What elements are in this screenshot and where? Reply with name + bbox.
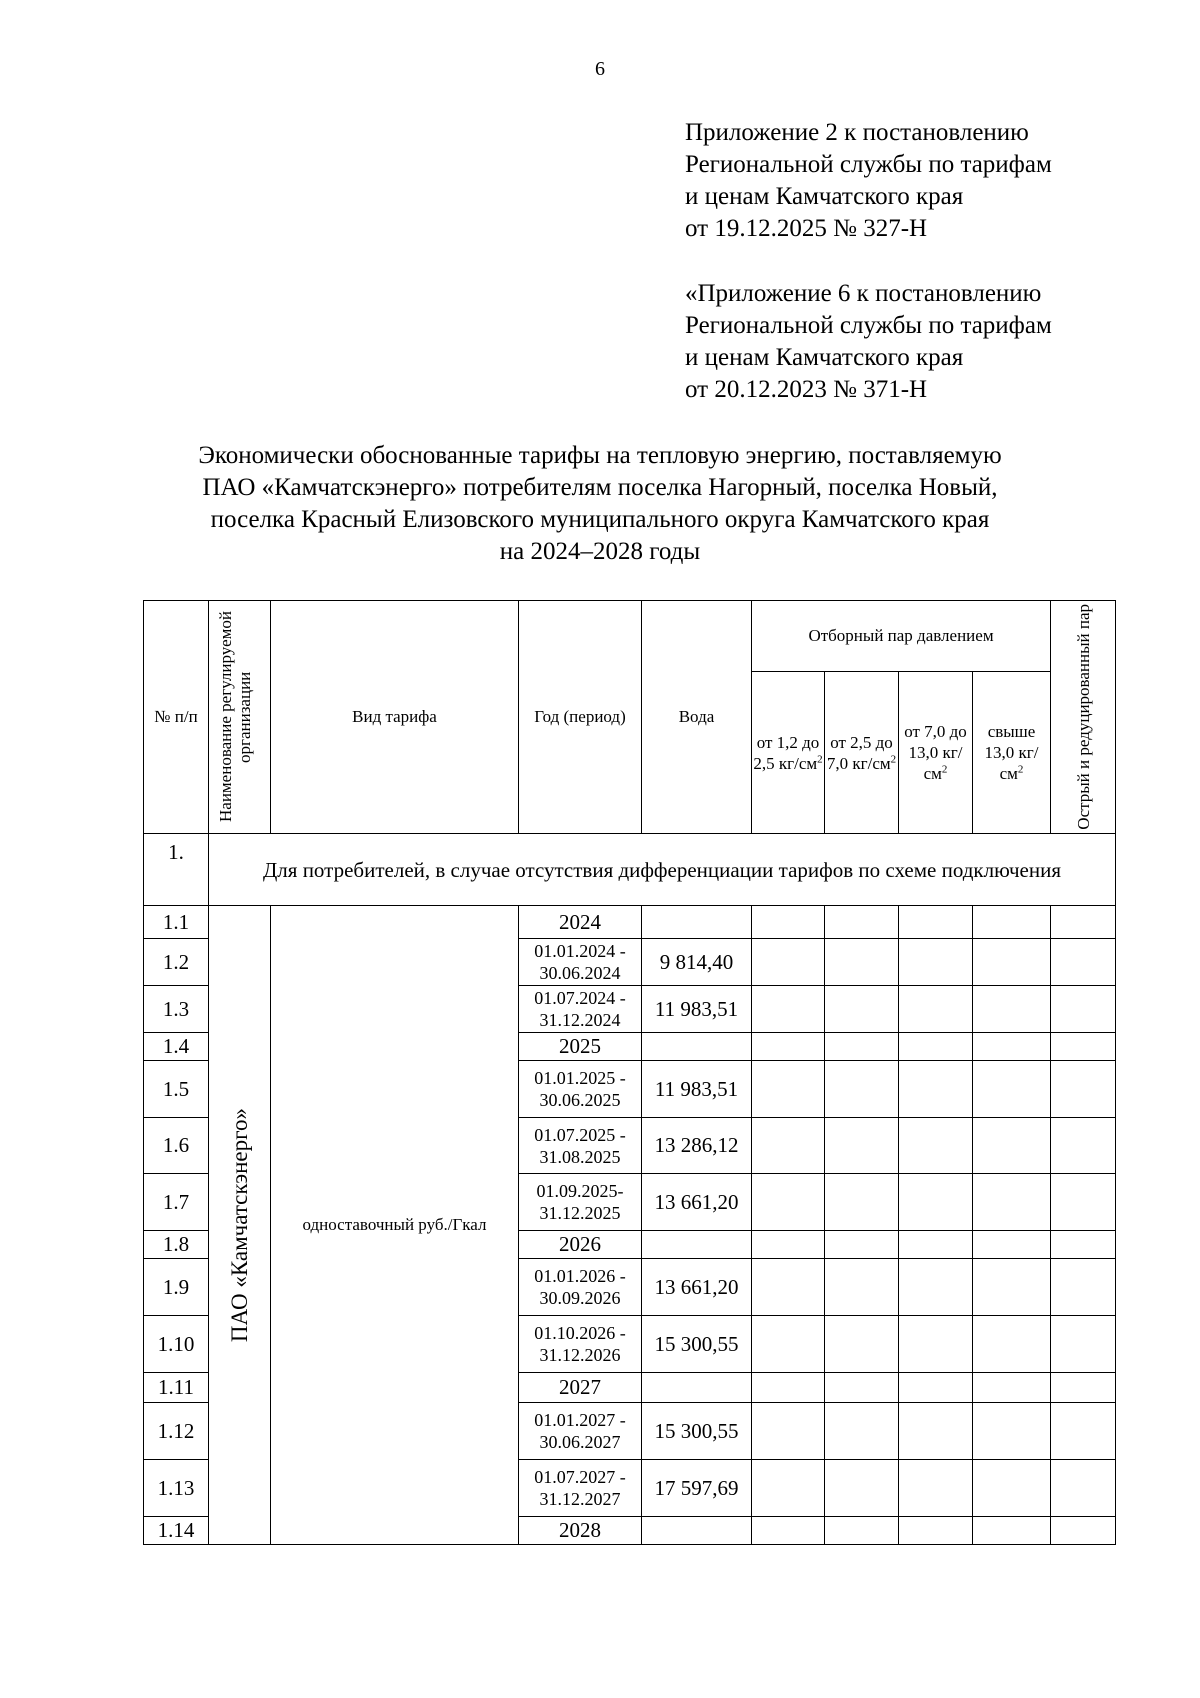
water-tariff-cell: 13 661,20 — [642, 1174, 752, 1231]
water-tariff-cell — [642, 1373, 752, 1403]
table-row — [144, 906, 1116, 939]
steam-tariff-cell — [899, 939, 973, 986]
row-num: 1.13 — [144, 1460, 209, 1517]
steam-tariff-cell — [752, 1061, 825, 1118]
steam-tariff-cell — [825, 1231, 899, 1259]
steam-tariff-cell — [973, 939, 1051, 986]
org-name-cell: ПАО «Камчатскэнерго» — [209, 906, 271, 1545]
page-number: 6 — [595, 58, 605, 80]
steam-tariff-cell — [899, 1231, 973, 1259]
header-sharp-steam: Острый и редуцированный пар — [1051, 601, 1116, 834]
sharp-steam-cell — [1051, 986, 1116, 1033]
title-line: ПАО «Камчатскэнерго» потребителям поселка Нагорный, поселка Новый, — [202, 474, 998, 501]
water-tariff-cell — [642, 1231, 752, 1259]
row-num: 1.8 — [144, 1231, 209, 1259]
header-steam-3: от 7,0 до 13,0 $кг/см^2$ — [899, 672, 973, 834]
row-num: 1.4 — [144, 1033, 209, 1061]
appendix-line: «Приложение 6 к постановлению — [685, 280, 1042, 307]
sharp-steam-cell — [1051, 1517, 1116, 1545]
steam-tariff-cell — [825, 1316, 899, 1373]
row-num: 1.7 — [144, 1174, 209, 1231]
period-cell: 01.07.2024 - 31.12.2024 — [519, 986, 642, 1033]
period-cell: 01.01.2025 - 30.06.2025 — [519, 1061, 642, 1118]
steam-tariff-cell — [973, 986, 1051, 1033]
water-tariff-cell: 11 983,51 — [642, 1061, 752, 1118]
steam-tariff-cell — [899, 1460, 973, 1517]
steam-tariff-cell — [973, 906, 1051, 939]
section-title: Для потребителей, в случае отсутствия дифференциации тарифов по схеме подключения — [209, 834, 1116, 906]
steam-tariff-cell — [752, 1259, 825, 1316]
steam-tariff-cell — [825, 986, 899, 1033]
steam-tariff-cell — [973, 1118, 1051, 1174]
section-row — [144, 834, 1116, 906]
steam-tariff-cell — [825, 906, 899, 939]
steam-tariff-cell — [973, 1460, 1051, 1517]
water-tariff-cell — [642, 1517, 752, 1545]
appendix-line: от 19.12.2025 № 327-Н — [685, 215, 928, 242]
steam-tariff-cell — [973, 1231, 1051, 1259]
steam-tariff-cell — [752, 1118, 825, 1174]
header-steam-group: Отборный пар давлением — [752, 601, 1051, 672]
water-tariff-cell: 9 814,40 — [642, 939, 752, 986]
steam-tariff-cell — [899, 1259, 973, 1316]
year-cell: 2027 — [519, 1373, 642, 1403]
row-num: 1.11 — [144, 1373, 209, 1403]
title-line: поселка Красный Елизовского муниципального округа Камчатского края — [210, 506, 990, 533]
steam-tariff-cell — [899, 1316, 973, 1373]
steam-tariff-cell — [899, 1061, 973, 1118]
year-cell: 2028 — [519, 1517, 642, 1545]
row-num: 1.14 — [144, 1517, 209, 1545]
year-cell: 2025 — [519, 1033, 642, 1061]
appendix-line: Приложение 2 к постановлению — [685, 119, 1029, 146]
steam-tariff-cell — [899, 1373, 973, 1403]
sharp-steam-cell — [1051, 1231, 1116, 1259]
steam-tariff-cell — [825, 1373, 899, 1403]
water-tariff-cell: 17 597,69 — [642, 1460, 752, 1517]
steam-tariff-cell — [825, 1460, 899, 1517]
period-cell: 01.01.2027 - 30.06.2027 — [519, 1403, 642, 1460]
sharp-steam-cell — [1051, 1174, 1116, 1231]
period-cell: 01.07.2025 - 31.08.2025 — [519, 1118, 642, 1174]
steam-tariff-cell — [899, 1174, 973, 1231]
steam-tariff-cell — [973, 1403, 1051, 1460]
period-cell: 01.10.2026 - 31.12.2026 — [519, 1316, 642, 1373]
appendix-line: от 20.12.2023 № 371-Н — [685, 376, 928, 403]
row-num: 1.6 — [144, 1118, 209, 1174]
period-cell: 01.01.2026 - 30.09.2026 — [519, 1259, 642, 1316]
appendix-block-1 — [685, 117, 1165, 245]
steam-tariff-cell — [973, 1373, 1051, 1403]
header-steam-1: от 1,2 до 2,5 $кг/см^2$ — [752, 672, 825, 834]
water-tariff-cell — [642, 1033, 752, 1061]
sharp-steam-cell — [1051, 939, 1116, 986]
steam-tariff-cell — [973, 1517, 1051, 1545]
steam-tariff-cell — [899, 986, 973, 1033]
steam-tariff-cell — [752, 1316, 825, 1373]
header-row — [144, 601, 1116, 672]
steam-tariff-cell — [752, 1174, 825, 1231]
period-cell: 01.09.2025- 31.12.2025 — [519, 1174, 642, 1231]
year-cell: 2024 — [519, 906, 642, 939]
sharp-steam-cell — [1051, 1373, 1116, 1403]
sharp-steam-cell — [1051, 1061, 1116, 1118]
steam-tariff-cell — [825, 939, 899, 986]
steam-tariff-cell — [752, 1033, 825, 1061]
steam-tariff-cell — [973, 1061, 1051, 1118]
appendix-line: и ценам Камчатского края — [685, 183, 964, 210]
title-line: Экономически обоснованные тарифы на тепловую энергию, поставляемую — [198, 442, 1002, 469]
steam-tariff-cell — [899, 1517, 973, 1545]
steam-tariff-cell — [825, 1033, 899, 1061]
water-tariff-cell: 15 300,55 — [642, 1403, 752, 1460]
period-cell: 01.01.2024 - 30.06.2024 — [519, 939, 642, 986]
row-num: 1.12 — [144, 1403, 209, 1460]
steam-tariff-cell — [825, 1517, 899, 1545]
sharp-steam-cell — [1051, 1259, 1116, 1316]
water-tariff-cell — [642, 906, 752, 939]
row-num: 1.10 — [144, 1316, 209, 1373]
steam-tariff-cell — [973, 1033, 1051, 1061]
tariff-table — [143, 600, 1116, 1545]
steam-tariff-cell — [752, 1231, 825, 1259]
steam-tariff-cell — [973, 1259, 1051, 1316]
appendix-block-2 — [685, 278, 1165, 406]
header-steam-2: от 2,5 до 7,0 $кг/см^2$ — [825, 672, 899, 834]
appendix-line: Региональной службы по тарифам — [685, 312, 1052, 339]
water-tariff-cell: 11 983,51 — [642, 986, 752, 1033]
row-num: 1.3 — [144, 986, 209, 1033]
header-water: Вода — [642, 601, 752, 834]
steam-tariff-cell — [752, 1460, 825, 1517]
row-num: 1.5 — [144, 1061, 209, 1118]
steam-tariff-cell — [825, 1061, 899, 1118]
steam-tariff-cell — [825, 1403, 899, 1460]
steam-tariff-cell — [825, 1259, 899, 1316]
steam-tariff-cell — [899, 1118, 973, 1174]
steam-tariff-cell — [752, 986, 825, 1033]
period-cell: 01.07.2027 - 31.12.2027 — [519, 1460, 642, 1517]
water-tariff-cell: 13 661,20 — [642, 1259, 752, 1316]
steam-tariff-cell — [825, 1174, 899, 1231]
header-org-name: Наименование регулируемой организации — [209, 601, 271, 834]
steam-tariff-cell — [973, 1316, 1051, 1373]
sharp-steam-cell — [1051, 1316, 1116, 1373]
sharp-steam-cell — [1051, 906, 1116, 939]
row-num: 1.2 — [144, 939, 209, 986]
document-title — [0, 440, 1200, 568]
header-num: № п/п — [144, 601, 209, 834]
row-num: 1.1 — [144, 906, 209, 939]
water-tariff-cell: 13 286,12 — [642, 1118, 752, 1174]
sharp-steam-cell — [1051, 1460, 1116, 1517]
header-year: Год (период) — [519, 601, 642, 834]
water-tariff-cell: 15 300,55 — [642, 1316, 752, 1373]
steam-tariff-cell — [899, 1403, 973, 1460]
steam-tariff-cell — [825, 1118, 899, 1174]
steam-tariff-cell — [752, 906, 825, 939]
sharp-steam-cell — [1051, 1403, 1116, 1460]
appendix-line: Региональной службы по тарифам — [685, 151, 1052, 178]
steam-tariff-cell — [973, 1174, 1051, 1231]
steam-tariff-cell — [752, 939, 825, 986]
header-tariff-type: Вид тарифа — [271, 601, 519, 834]
row-num: 1.9 — [144, 1259, 209, 1316]
sharp-steam-cell — [1051, 1118, 1116, 1174]
title-line: на 2024–2028 годы — [499, 538, 701, 565]
sharp-steam-cell — [1051, 1033, 1116, 1061]
steam-tariff-cell — [752, 1373, 825, 1403]
steam-tariff-cell — [899, 1033, 973, 1061]
steam-tariff-cell — [752, 1517, 825, 1545]
steam-tariff-cell — [752, 1403, 825, 1460]
tariff-type-cell: одноставочный руб./Гкал — [271, 906, 519, 1545]
year-cell: 2026 — [519, 1231, 642, 1259]
steam-tariff-cell — [899, 906, 973, 939]
section-num: 1. — [144, 834, 209, 906]
header-steam-4: свыше 13,0 $кг/см^2$ — [973, 672, 1051, 834]
appendix-line: и ценам Камчатского края — [685, 344, 964, 371]
